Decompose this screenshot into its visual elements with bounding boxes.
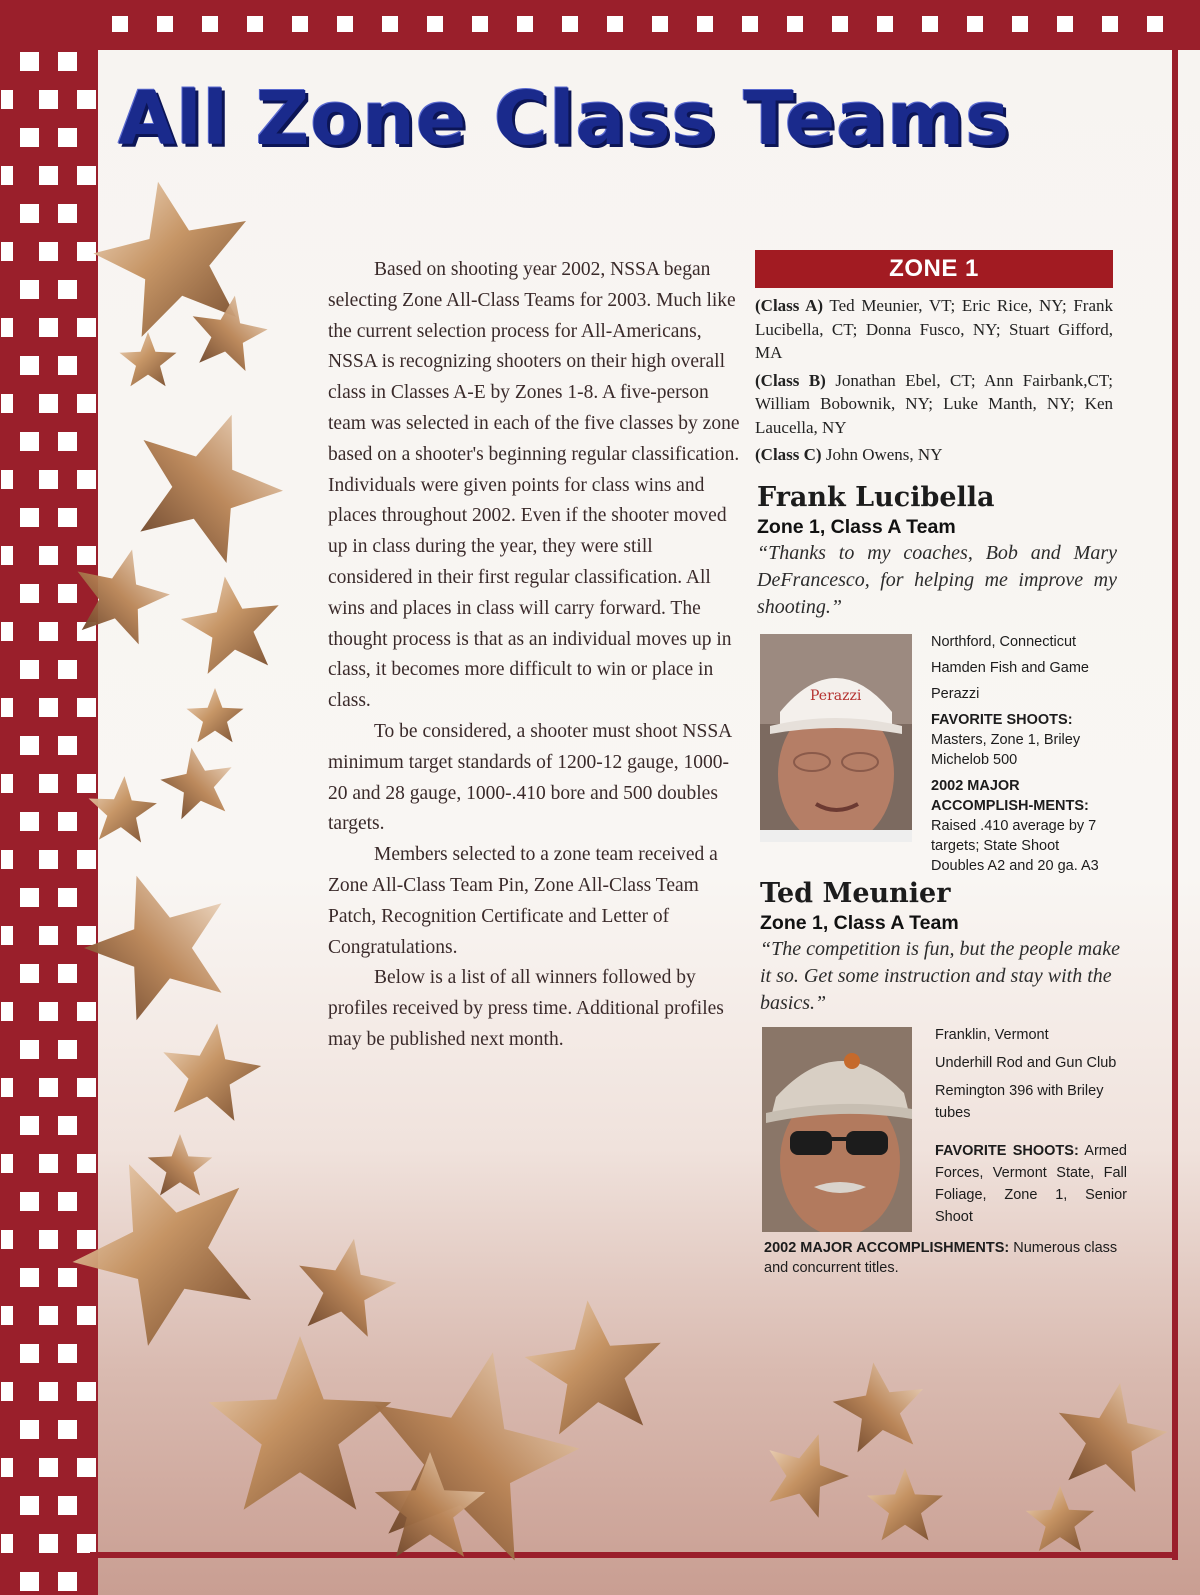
- profile-photo: [762, 1027, 912, 1232]
- profile-team: Zone 1, Class A Team: [760, 912, 959, 934]
- class-entry: [755, 294, 1113, 365]
- star-icon: [163, 1024, 261, 1121]
- star-icon: [160, 748, 231, 820]
- star-icon: [867, 1468, 943, 1540]
- page-title: All Zone Class Teams: [118, 76, 1011, 162]
- class-members: Jonathan Ebel, CT; Ann Fairbank,CT; William Bobownik, NY; Luke Manth, NY; Ken Laucella, NY: [755, 370, 1113, 437]
- accomplishments-value: Raised .410 average by 7 targets; State Shoot Doubles A2 and 20 ga. A3: [931, 818, 1099, 874]
- profile-ted-meunier: [760, 878, 1126, 1017]
- class-members: John Owens, NY: [825, 445, 943, 464]
- class-label: (Class B): [755, 370, 826, 390]
- profile-accomplishments: [931, 776, 1116, 876]
- accomplishments-label: 2002 MAJOR ACCOMPLISH-MENTS:: [931, 778, 1089, 814]
- class-entry: [755, 443, 1113, 467]
- star-icon: [833, 1363, 923, 1453]
- star-icon: [187, 688, 244, 742]
- star-icon: [181, 577, 279, 674]
- profile-gun: Remington 396 with Briley tubes: [935, 1083, 1104, 1121]
- profile-frank-lucibella: [757, 482, 1117, 621]
- star-icon: [89, 776, 157, 842]
- profile-photo: [760, 634, 912, 842]
- star-icon: [140, 415, 283, 563]
- class-label: (Class A): [755, 296, 824, 315]
- profile-team: Zone 1, Class A Team: [757, 516, 956, 538]
- profile-accomplishments: [764, 1238, 1130, 1278]
- profile-club: Underhill Rod and Gun Club: [935, 1055, 1117, 1071]
- star-icon: [769, 1434, 849, 1518]
- intro-paragraph: Below is a list of all winners followed by profiles received by press time. Additional profiles may be published next month.: [328, 967, 724, 1050]
- star-icon: [148, 1134, 213, 1196]
- zone-heading: ZONE 1: [755, 250, 1113, 288]
- accomplishments-value: Numerous class and concurrent titles.: [764, 1240, 1118, 1276]
- profile-gun: Perazzi: [931, 686, 980, 702]
- intro-paragraph: Members selected to a zone team received a Zone All-Class Team Pin, Zone All-Class Team Patch, Recognition Certificate and Letter of Congratulations.: [328, 844, 718, 958]
- hat-logo-text: Perazzi: [810, 688, 862, 704]
- profile-name: Frank Lucibella: [757, 482, 995, 513]
- profile-club: Hamden Fish and Game: [931, 660, 1089, 676]
- profile-favorites: [935, 1140, 1127, 1228]
- profile-hometown: Northford, Connecticut: [931, 634, 1077, 650]
- star-icon: [1059, 1383, 1168, 1492]
- portrait-image: [760, 634, 912, 842]
- zone-column: [755, 250, 1113, 471]
- profile-details: [931, 632, 1116, 882]
- star-icon: [93, 182, 246, 337]
- portrait-image: [762, 1027, 912, 1232]
- star-icon: [193, 296, 268, 371]
- accomplishments-label: 2002 MAJOR ACCOMPLISHMENTS:: [764, 1240, 1010, 1256]
- profile-favorites: [931, 710, 1116, 770]
- favorites-value: Armed Forces, Vermont State, Fall Foliage, Zone 1, Senior Shoot: [935, 1143, 1127, 1225]
- star-icon: [84, 876, 222, 1021]
- profile-quote: “The competition is fun, but the people make it so. Get some instruction and stay with the basics.”: [760, 938, 1120, 1014]
- favorites-label: FAVORITE SHOOTS:: [935, 1143, 1079, 1159]
- favorites-label: FAVORITE SHOOTS:: [931, 712, 1073, 728]
- class-list: [755, 294, 1113, 467]
- intro-article: [328, 255, 740, 1056]
- class-members: Ted Meunier, VT; Eric Rice, NY; Frank Lucibella, CT; Donna Fusco, NY; Stuart Gifford, MA: [755, 296, 1113, 362]
- star-icon: [120, 332, 177, 386]
- intro-paragraph: To be considered, a shooter must shoot NSSA minimum target standards of 1200-12 gauge, 1000-20 and 28 gauge, 1000-.410 bore and 500 doubles targets.: [328, 720, 732, 835]
- star-icon: [299, 1239, 396, 1337]
- class-entry: [755, 369, 1113, 440]
- star-icon: [525, 1300, 661, 1434]
- profile-name: Ted Meunier: [760, 878, 951, 909]
- class-label: (Class C): [755, 445, 822, 464]
- profile-hometown: Franklin, Vermont: [935, 1027, 1049, 1043]
- intro-paragraph: Based on shooting year 2002, NSSA began selecting Zone All-Class Teams for 2003. Much like the current selection process for All-Americans, NSSA is recognizing shooters on their high overall class in Classes A-E by Zones 1-8. A five-person team was selected in each of the five classes by zone based on a shooter's beginning regular classification. Individuals were given points for class wins and places throughout 2002. Even if the shooter moved up in class during the year, they were still considered in their first regular classification. All wins and places in class will carry forward. The thought process is that as an individual moves up in class, it becomes more difficult to win or place in class.: [328, 259, 740, 712]
- profile-quote: “Thanks to my coaches, Bob and Mary DeFrancesco, for helping me improve my shooting.”: [757, 542, 1117, 618]
- favorites-value: Masters, Zone 1, Briley Michelob 500: [931, 732, 1081, 768]
- star-icon: [1026, 1486, 1094, 1551]
- profile-details: [935, 1024, 1127, 1234]
- star-icon: [209, 1336, 392, 1510]
- star-icon: [78, 550, 170, 645]
